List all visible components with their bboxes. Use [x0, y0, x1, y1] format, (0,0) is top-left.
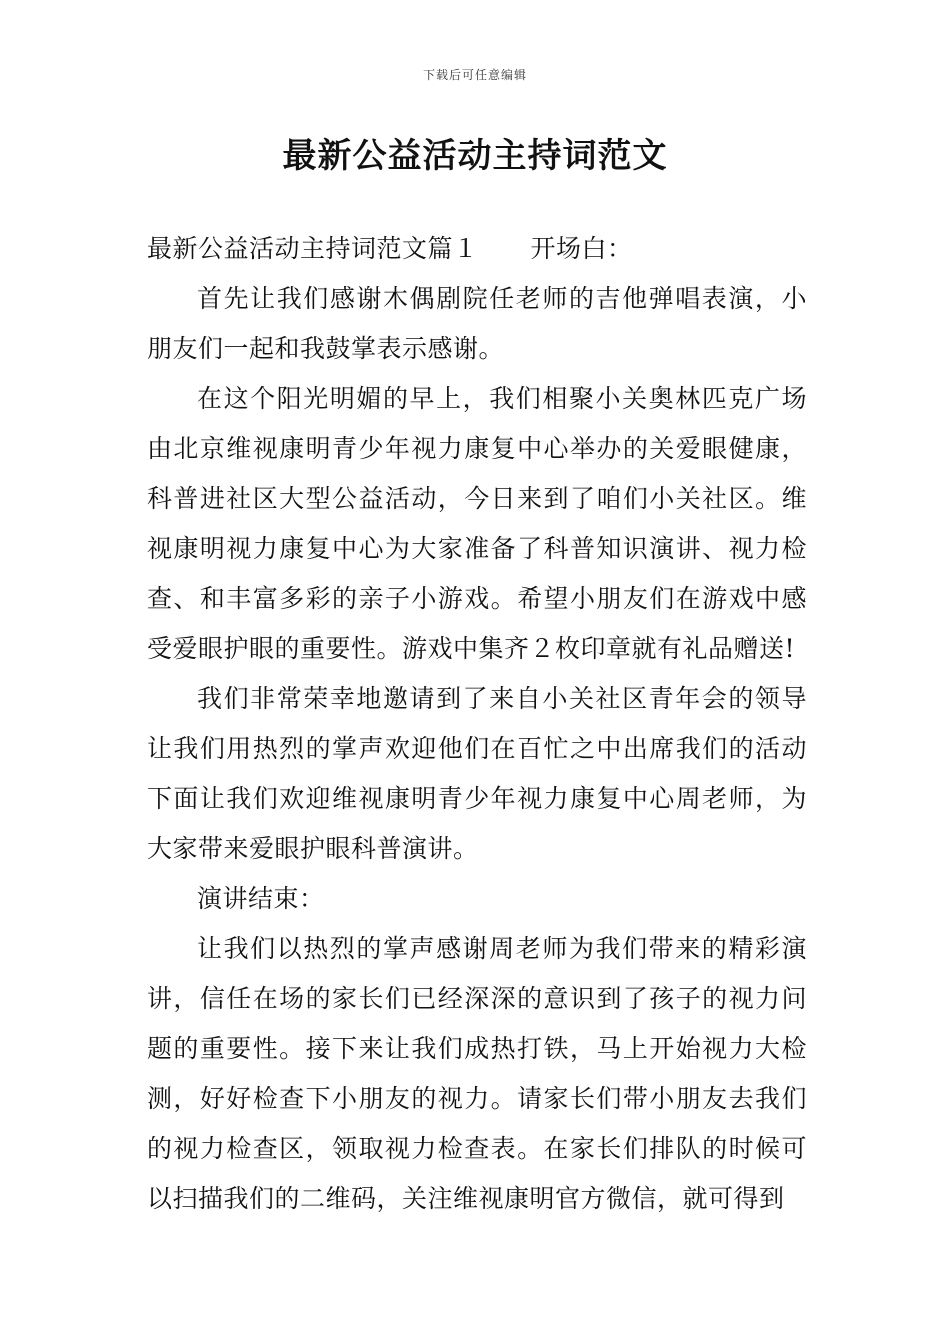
paragraph: 演讲结束： — [197, 884, 325, 913]
document-title: 最新公益活动主持词范文 — [282, 136, 668, 176]
header-note: 下载后可任意编辑 — [422, 68, 527, 82]
paragraph: 首先让我们感谢木偶剧院任老师的吉他弹唱表演，小朋友们一起和我鼓掌表示感谢。 — [147, 284, 807, 363]
document-body — [147, 224, 807, 1224]
paragraph: 在这个阳光明媚的早上，我们相聚小关奥林匹克广场由北京维视康明青少年视力康复中心举办的关爱眼健康，科普进社区大型公益活动，今日来到了咱们小关社区。维视康明视力康复中心为大家准备了科普知识演讲、视力检查、和丰富多彩的亲子小游戏。希望小朋友们在游戏中感受爱眼护眼的重要性。游戏中集齐２枚印章就有礼品赠送! — [147, 384, 807, 663]
paragraph: 让我们以热烈的掌声感谢周老师为我们带来的精彩演讲，信任在场的家长们已经深深的意识到了孩子的视力问题的重要性。接下来让我们成热打铁，马上开始视力大检测，好好检查下小朋友的视力。请家长们带小朋友去我们的视力检查区，领取视力检查表。在家长们排队的时候可以扫描我们的二维码，关注维视康明官方微信，就可得到 — [147, 934, 807, 1213]
section-heading: 最新公益活动主持词范文篇１ — [147, 234, 479, 263]
section-heading-line — [147, 224, 807, 274]
paragraph: 我们非常荣幸地邀请到了来自小关社区青年会的领导让我们用热烈的掌声欢迎他们在百忙之中出席我们的活动下面让我们欢迎维视康明青少年视力康复中心周老师，为大家带来爱眼护眼科普演讲。 — [147, 684, 807, 863]
section-label: 开场白： — [530, 234, 633, 263]
